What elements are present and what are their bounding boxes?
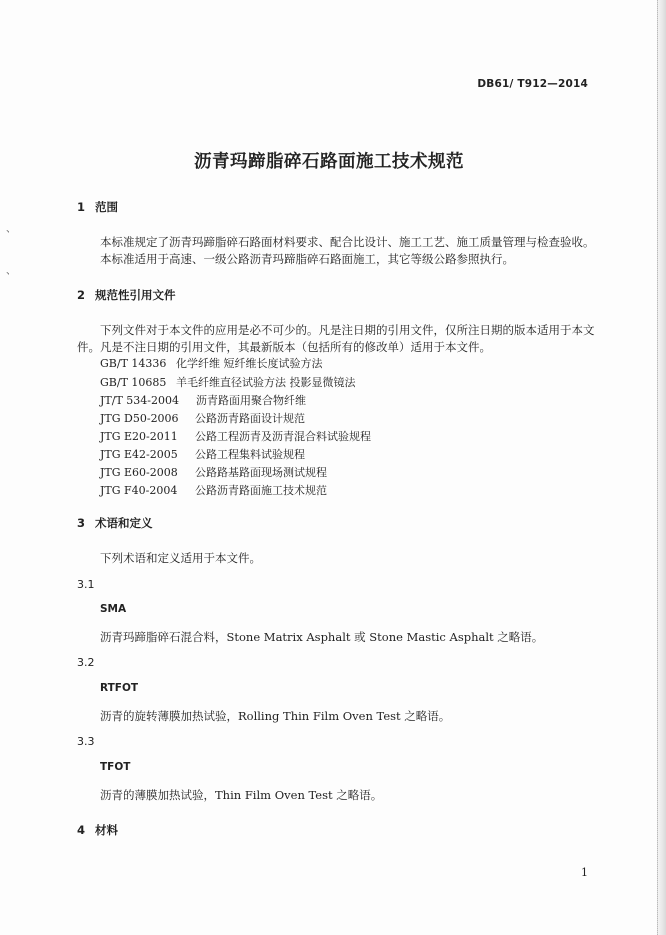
section-1-paragraph-1: 本标准规定了沥青玛蹄脂碎石路面材料要求、配合比设计、施工工艺、施工质量管理与检查验收。: [100, 235, 595, 249]
section-1-paragraph-2: 本标准适用于高速、一级公路沥青玛蹄脂碎石路面施工，其它等级公路参照执行。: [100, 252, 514, 266]
scan-mark: 、: [6, 266, 16, 277]
term-name: SMA: [100, 603, 127, 615]
document-id: DB61/ T912—2014: [477, 78, 588, 90]
section-2-paragraph-2: 件。凡是不注日期的引用文件，其最新版本（包括所有的修改单）适用于本文件。: [77, 340, 491, 354]
section-heading-2: 2 规范性引用文件: [77, 288, 176, 302]
term-number: 3.3: [77, 735, 95, 748]
reference-item: JTG D50-2006 公路沥青路面设计规范: [100, 412, 305, 425]
reference-item: GB/T 10685 羊毛纤维直径试验方法 投影显微镜法: [100, 376, 356, 389]
scan-edge: [657, 0, 666, 935]
term-number: 3.1: [77, 578, 95, 591]
term-name: TFOT: [100, 761, 131, 773]
reference-item: JTG E42-2005 公路工程集料试验规程: [100, 448, 305, 461]
section-2-paragraph-1: 下列文件对于本文件的应用是必不可少的。凡是注日期的引用文件，仅所注日期的版本适用于本文: [100, 323, 595, 337]
section-heading-4: 4 材料: [77, 823, 118, 837]
section-heading-1: 1 范围: [77, 200, 118, 214]
term-definition: 沥青玛蹄脂碎石混合料，Stone Matrix Asphalt 或 Stone Mastic Asphalt 之略语。: [100, 630, 544, 644]
section-3-paragraph-1: 下列术语和定义适用于本文件。: [100, 551, 261, 565]
reference-item: JTG E20-2011 公路工程沥青及沥青混合料试验规程: [100, 430, 371, 443]
document-title: 沥青玛蹄脂碎石路面施工技术规范: [194, 152, 464, 172]
term-definition: 沥青的薄膜加热试验，Thin Film Oven Test 之略语。: [100, 788, 383, 802]
reference-item: GB/T 14336 化学纤维 短纤维长度试验方法: [100, 357, 323, 370]
section-heading-3: 3 术语和定义: [77, 516, 153, 530]
term-number: 3.2: [77, 656, 95, 669]
scan-mark: 、: [6, 224, 16, 235]
term-name: RTFOT: [100, 682, 139, 694]
term-definition: 沥青的旋转薄膜加热试验，Rolling Thin Film Oven Test 之略语。: [100, 709, 451, 723]
page-number: 1: [581, 866, 588, 879]
reference-item: JT/T 534-2004 沥青路面用聚合物纤维: [100, 394, 306, 407]
reference-item: JTG E60-2008 公路路基路面现场测试规程: [100, 466, 327, 479]
reference-item: JTG F40-2004 公路沥青路面施工技术规范: [100, 484, 327, 497]
